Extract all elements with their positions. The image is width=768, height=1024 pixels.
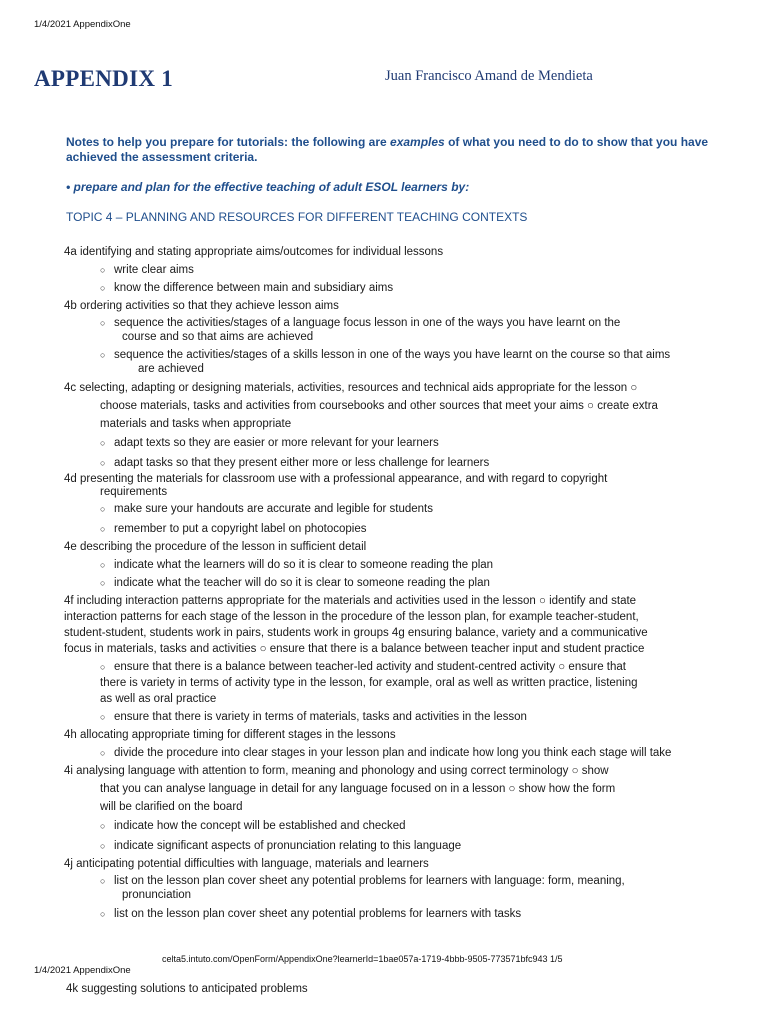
criterion-4c-line: materials and tasks when appropriate [100, 418, 292, 430]
list-item-text: indicate what the learners will do so it is clear to someone reading the plan [114, 559, 494, 571]
circle-bullet-icon: ○ [100, 748, 106, 758]
circle-bullet-icon: ○ [100, 350, 106, 360]
list-item [64, 348, 724, 376]
print-header: 1/4/2021 AppendixOne [34, 19, 131, 30]
list-item-text: adapt tasks so that they present either more or less challenge for learners [114, 457, 490, 469]
page-title: APPENDIX 1 [34, 66, 174, 91]
list-item [64, 501, 724, 517]
list-item [64, 435, 724, 451]
list-item [64, 316, 724, 344]
list-item [64, 262, 724, 278]
criterion-4b: 4b ordering activities so that they achieve lesson aims [64, 300, 339, 312]
criterion-4c: 4c selecting, adapting or designing materials, activities, resources and technical aids appropriate for the lesson ○ [64, 382, 638, 394]
circle-bullet-icon: ○ [100, 504, 106, 514]
criterion-4f-line: interaction patterns for each stage of the lesson in the procedure of the lesson plan, for example teacher-student, [64, 611, 639, 623]
bullet-heading: • prepare and plan for the effective teaching of adult ESOL learners by: [66, 180, 470, 194]
criterion-4g-line: there is variety in terms of activity type in the lesson, for example, oral as well as written practice, listening [100, 677, 638, 689]
criterion-4i-line: will be clarified on the board [100, 801, 243, 813]
list-item-text: divide the procedure into clear stages in your lesson plan and indicate how long you think each stage will take [114, 747, 672, 759]
list-item [64, 818, 724, 834]
list-item [64, 659, 724, 675]
author-name: Juan Francisco Amand de Mendieta [385, 68, 593, 84]
criterion-4f [64, 593, 724, 657]
criteria-list [64, 244, 724, 924]
circle-bullet-icon: ○ [100, 876, 106, 886]
circle-bullet-icon: ○ [100, 909, 106, 919]
circle-bullet-icon: ○ [100, 524, 106, 534]
criterion-4f-line: 4f including interaction patterns appropriate for the materials and activities used in the lesson ○ identify and state [64, 595, 637, 607]
circle-bullet-icon: ○ [100, 458, 106, 468]
notes-emphasis: examples [390, 135, 445, 149]
list-item-text: write clear aims [114, 264, 194, 276]
list-item-text: remember to put a copyright label on photocopies [114, 523, 367, 535]
list-item-text: indicate how the concept will be established and checked [114, 820, 406, 832]
list-item-text: adapt texts so they are easier or more relevant for your learners [114, 437, 439, 449]
circle-bullet-icon: ○ [100, 318, 106, 328]
list-item [64, 838, 724, 854]
list-item-text: indicate significant aspects of pronunciation relating to this language [114, 840, 462, 852]
circle-bullet-icon: ○ [100, 265, 106, 275]
list-item-text: list on the lesson plan cover sheet any potential problems for learners with language: form, meaning, [114, 875, 625, 887]
circle-bullet-icon: ○ [100, 712, 106, 722]
list-item [64, 521, 724, 537]
criterion-4g-line: as well as oral practice [100, 693, 217, 705]
criterion-4i: 4i analysing language with attention to form, meaning and phonology and using correct terminology ○ show [64, 765, 609, 777]
circle-bullet-icon: ○ [100, 578, 106, 588]
list-item-text: pronunciation [122, 889, 192, 901]
list-item-text: list on the lesson plan cover sheet any potential problems for learners with tasks [114, 908, 522, 920]
criterion-4d [64, 473, 724, 499]
list-item [64, 280, 724, 296]
list-item-text: indicate what the teacher will do so it is clear to someone reading the plan [114, 577, 490, 589]
topic-heading: TOPIC 4 – PLANNING AND RESOURCES FOR DIFFERENT TEACHING CONTEXTS [66, 210, 528, 224]
list-item-text: make sure your handouts are accurate and legible for students [114, 503, 433, 515]
criterion-4a: 4a identifying and stating appropriate aims/outcomes for individual lessons [64, 246, 444, 258]
notes-after: of what you need to do to show that you have achieved the assessment criteria. [66, 135, 709, 164]
list-item-text: sequence the activities/stages of a skills lesson in one of the ways you have learnt on the course so that aims [114, 349, 671, 361]
list-item-text: sequence the activities/stages of a language focus lesson in one of the ways you have learnt on the [114, 317, 621, 329]
list-item-text: ensure that there is variety in terms of materials, tasks and activities in the lesson [114, 711, 527, 723]
list-item [64, 906, 724, 922]
list-item [64, 455, 724, 471]
list-item [64, 557, 724, 573]
print-footer-url: celta5.intuto.com/OpenForm/AppendixOne?learnerId=1bae057a-1719-4bbb-9505-773571bfc943 1/5 [162, 954, 563, 964]
list-item [64, 745, 724, 761]
list-item-text: are achieved [138, 363, 204, 375]
list-item-text: course and so that aims are achieved [122, 331, 314, 343]
circle-bullet-icon: ○ [100, 662, 106, 672]
criterion-4i-line: that you can analyse language in detail for any language focused on in a lesson ○ show how the form [100, 783, 616, 795]
list-item-text: ensure that there is a balance between teacher-led activity and student-centred activity ○ ensure that [114, 661, 626, 673]
criterion-4h: 4h allocating appropriate timing for different stages in the lessons [64, 729, 396, 741]
circle-bullet-icon: ○ [100, 560, 106, 570]
circle-bullet-icon: ○ [100, 821, 106, 831]
criterion-4k: 4k suggesting solutions to anticipated problems [66, 983, 308, 995]
criterion-4e: 4e describing the procedure of the lesson in sufficient detail [64, 541, 367, 553]
list-item-text: know the difference between main and subsidiary aims [114, 282, 394, 294]
circle-bullet-icon: ○ [100, 841, 106, 851]
criterion-4d-text: requirements [100, 486, 168, 498]
notes-intro [66, 135, 716, 165]
page2-print-header: 1/4/2021 AppendixOne [34, 965, 131, 976]
criterion-4j: 4j anticipating potential difficulties with language, materials and learners [64, 858, 429, 870]
criterion-4f-line: focus in materials, tasks and activities ○ ensure that there is a balance between teacher input and student practice [64, 643, 645, 655]
list-item [64, 709, 724, 725]
criterion-4c-line: choose materials, tasks and activities from coursebooks and other sources that meet your aims ○ create extra [100, 400, 658, 412]
circle-bullet-icon: ○ [100, 438, 106, 448]
list-item [64, 874, 724, 902]
criterion-4d-text: 4d presenting the materials for classroom use with a professional appearance, and with regard to copyright [64, 473, 608, 485]
list-item [64, 575, 724, 591]
notes-before: Notes to help you prepare for tutorials: the following are [66, 135, 391, 149]
criterion-4f-line: student-student, students work in pairs, students work in groups 4g ensuring balance, variety and a communicative [64, 627, 648, 639]
circle-bullet-icon: ○ [100, 283, 106, 293]
